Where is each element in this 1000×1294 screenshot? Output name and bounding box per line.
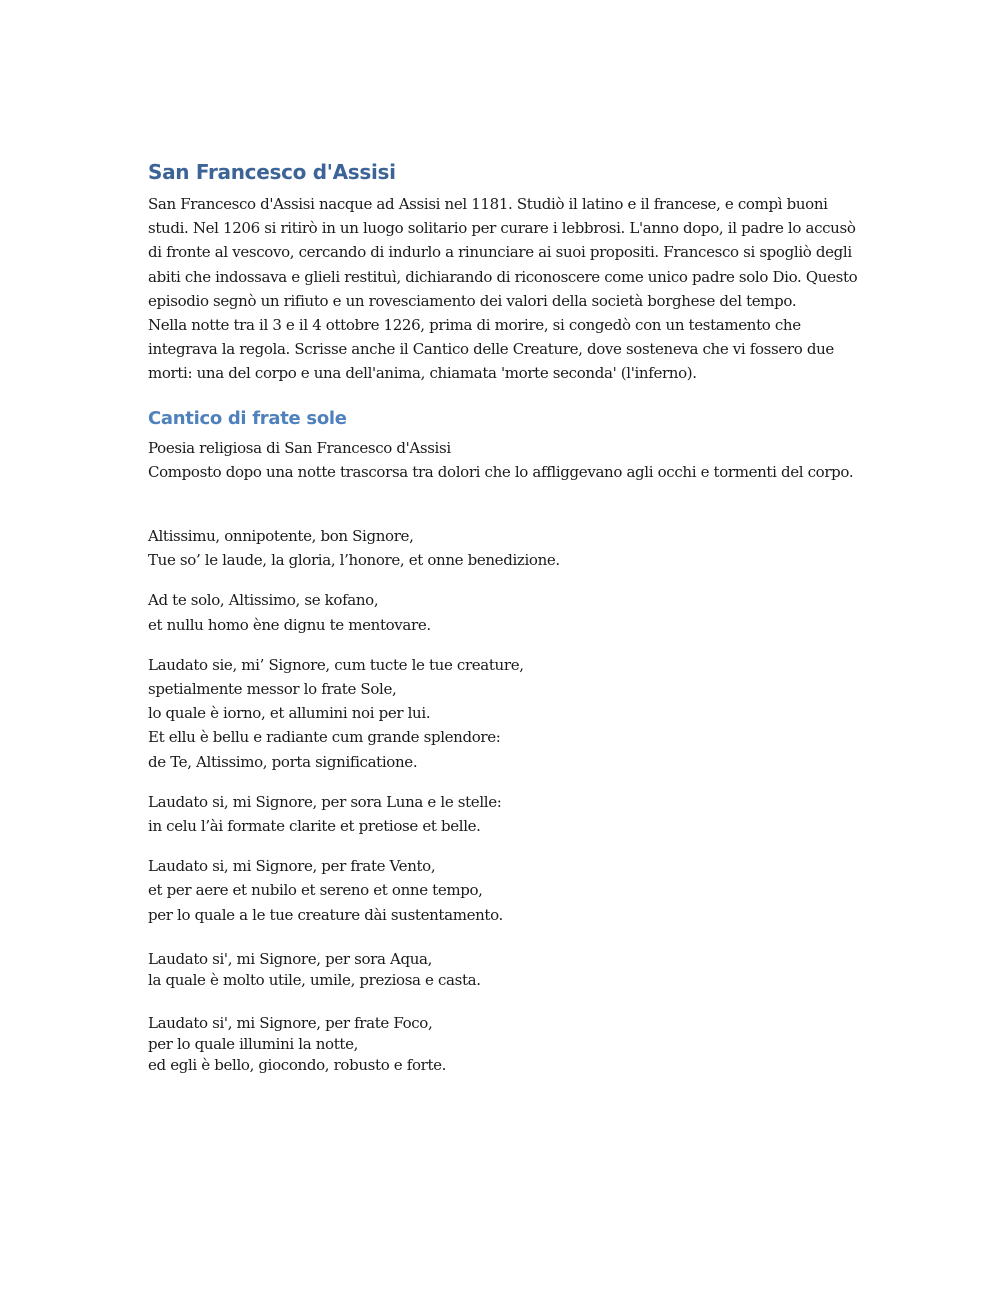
poem-line: lo quale è iorno, et allumini noi per lui. bbox=[148, 704, 431, 723]
poem-line: et per aere et nubilo et sereno et onne tempo, bbox=[148, 881, 483, 900]
poem-line: Laudato si, mi Signore, per frate Vento, bbox=[148, 857, 436, 876]
stanza-3 bbox=[148, 653, 858, 774]
poem-line: Laudato si, mi Signore, per sora Luna e le stelle: bbox=[148, 792, 502, 811]
poem-line: Ad te solo, Altissimo, se kofano, bbox=[148, 591, 379, 610]
biography-paragraph-1: San Francesco d'Assisi nacque ad Assisi nel 1181. Studiò il latino e il francese, e compì buoni studi. Nel 1206 si ritirò in un luogo solitario per curare i lebbrosi. L'anno dopo, il padre lo accusò di fronte al vescovo, cercando di indurlo a rinunciare ai suoi propositi. Francesco si spogliò degli abiti che indossava e glieli restituì, dichiarando di riconoscere come unico padre solo Dio. Questo episodio segnò un rifiuto e un rovesciamento dei valori della società borghese del tempo. bbox=[148, 195, 858, 310]
poem-line: in celu l’ài formate clarite et pretiose et belle. bbox=[148, 817, 481, 836]
poem-subtitle: Poesia religiosa di San Francesco d'Assisi bbox=[148, 438, 451, 457]
poem-line: spetialmente messor lo frate Sole, bbox=[148, 680, 397, 699]
stanza-1 bbox=[148, 524, 858, 572]
poem-line: Laudato si', mi Signore, per frate Foco, bbox=[148, 1013, 433, 1032]
poem-line: Laudato si', mi Signore, per sora Aqua, bbox=[148, 949, 433, 968]
biography-paragraph-2: Nella notte tra il 3 e il 4 ottobre 1226, prima di morire, si congedò con un testamento che integrava la regola. Scrisse anche il Cantico delle Creature, dove sosteneva che vi fossero due morti: una del corpo e una dell'anima, chiamata 'morte seconda' (l'inferno). bbox=[148, 316, 834, 383]
poem-line: et nullu homo ène dignu te mentovare. bbox=[148, 615, 431, 634]
heading-cantico: Cantico di frate sole bbox=[148, 407, 347, 429]
poem-line: Tue so’ le laude, la gloria, l’honore, et onne benedizione. bbox=[148, 551, 560, 570]
poem-line: Et ellu è bellu e radiante cum grande splendore: bbox=[148, 728, 501, 747]
poem-line: per lo quale illumini la notte, bbox=[148, 1034, 359, 1053]
stanza-2 bbox=[148, 588, 858, 636]
poem-line: la quale è molto utile, umile, preziosa e casta. bbox=[148, 970, 481, 989]
poem-line: ed egli è bello, giocondo, robusto e forte. bbox=[148, 1055, 447, 1074]
stanza-5 bbox=[148, 854, 858, 927]
document-page bbox=[148, 158, 858, 1092]
poem-line: de Te, Altissimo, porta significatione. bbox=[148, 752, 418, 771]
poem-description: Composto dopo una notte trascorsa tra dolori che lo affliggevano agli occhi e tormenti del corpo. bbox=[148, 462, 854, 481]
stanza-7 bbox=[148, 1013, 858, 1076]
stanza-6 bbox=[148, 949, 858, 991]
poem bbox=[148, 524, 858, 1076]
stanza-4 bbox=[148, 790, 858, 838]
poem-line: Altissimu, onnipotente, bon Signore, bbox=[148, 527, 414, 546]
heading-san-francesco: San Francesco d'Assisi bbox=[148, 160, 396, 184]
poem-line: Laudato sie, mi’ Signore, cum tucte le tue creature, bbox=[148, 655, 524, 674]
poem-line: per lo quale a le tue creature dài sustentamento. bbox=[148, 905, 503, 924]
